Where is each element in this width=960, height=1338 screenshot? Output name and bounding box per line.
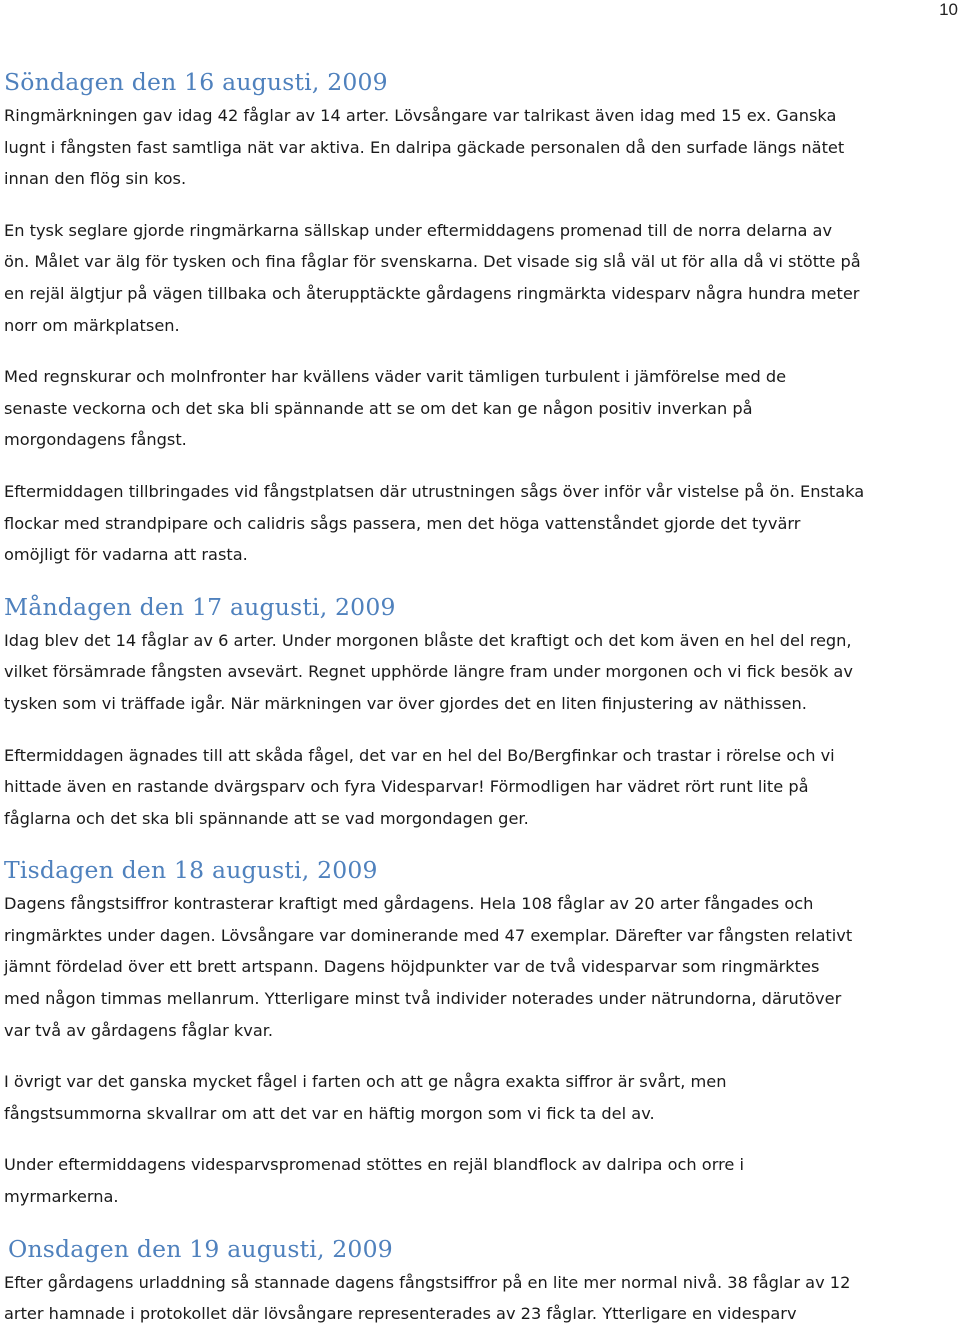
section-heading: Onsdagen den 19 augusti, 2009 xyxy=(8,1234,393,1263)
section-sunday xyxy=(4,64,956,571)
paragraph: Eftermiddagen ägnades till att skåda fågel, det var en hel del Bo/Bergfinkar och trastar i rörelse och vi hittade även en rastande dvärgsparv och fyra Videsparvar! Förmodligen har vädret rört runt lite på fåglarna och det ska bli spännande att se vad morgondagen ger. xyxy=(4,745,835,828)
paragraph: I övrigt var det ganska mycket fågel i farten och att ge några exakta siffror är svårt, men fångstsummorna skvallrar om att det var en häftig morgon som vi fick ta del av. xyxy=(4,1072,727,1123)
paragraph: Dagens fångstsiffror kontrasterar kraftigt med gårdagens. Hela 108 fåglar av 20 arter fångades och ringmärktes under dagen. Lövsångare var dominerande med 47 exemplar. Därefter var fångsten relativt jämnt fördelad över ett brett artspann. Dagens höjdpunkter var de två videsparvar som ringmärktes med någon timmas mellanrum. Ytterligare minst två individer noterades under nätrundorna, därutöver var två av gårdagens fåglar kvar. xyxy=(4,894,853,1040)
paragraph: En tysk seglare gjorde ringmärkarna sällskap under eftermiddagens promenad till de norra delarna av ön. Målet var älg för tysken och fina fåglar för svenskarna. Det visade sig slå väl ut för alla då vi stötte på en rejäl älgtjur på vägen tillbaka och återupptäckte gårdagens ringmärkta videsparv några hundra meter norr om märkplatsen. xyxy=(4,220,861,335)
paragraph: Med regnskurar och molnfronter har kvällens väder varit tämligen turbulent i jämförelse med de senaste veckorna och det ska bli spännande att se om det kan ge någon positiv inverkan på morgondagens fångst. xyxy=(4,367,787,450)
section-heading: Söndagen den 16 augusti, 2009 xyxy=(4,68,388,96)
section-tuesday xyxy=(4,852,956,1212)
paragraph: Efter gårdagens urladdning så stannade dagens fångstsiffror på en lite mer normal nivå. 38 fåglar av 12 arter hamnade i protokollet där lövsångare representerades av 23 fåglar. Ytterligare en videsparv xyxy=(4,1272,851,1324)
page-number: 10 xyxy=(939,0,958,19)
section-wednesday xyxy=(4,1231,956,1330)
paragraph: Ringmärkningen gav idag 42 fåglar av 14 arter. Lövsångare var talrikast även idag med 15 ex. Ganska lugnt i fångsten fast samtliga nät var aktiva. En dalripa gäckade personalen då den surfade längs nätet innan den flög sin kos. xyxy=(4,106,845,189)
section-heading: Tisdagen den 18 augusti, 2009 xyxy=(4,856,378,885)
paragraph: Eftermiddagen tillbringades vid fångstplatsen där utrustningen sågs över inför vår vistelse på ön. Enstaka flockar med strandpipare och calidris sågs passera, men det höga vattenståndet gjorde det tyvärr omöjligt för vadarna att rasta. xyxy=(4,481,865,565)
document-body xyxy=(4,64,956,1330)
section-monday xyxy=(4,589,956,835)
paragraph: Idag blev det 14 fåglar av 6 arter. Under morgonen blåste det kraftigt och det kom även en hel del regn, vilket försämrade fångsten avsevärt. Regnet upphörde längre fram under morgonen och vi fick besök av tysken som vi träffade igår. När märkningen var över gjordes det en liten finjustering av näthissen. xyxy=(4,630,853,713)
paragraph: Under eftermiddagens videsparvspromenad stöttes en rejäl blandflock av dalripa och orre i myrmarkerna. xyxy=(4,1155,744,1207)
section-heading: Måndagen den 17 augusti, 2009 xyxy=(4,592,396,621)
